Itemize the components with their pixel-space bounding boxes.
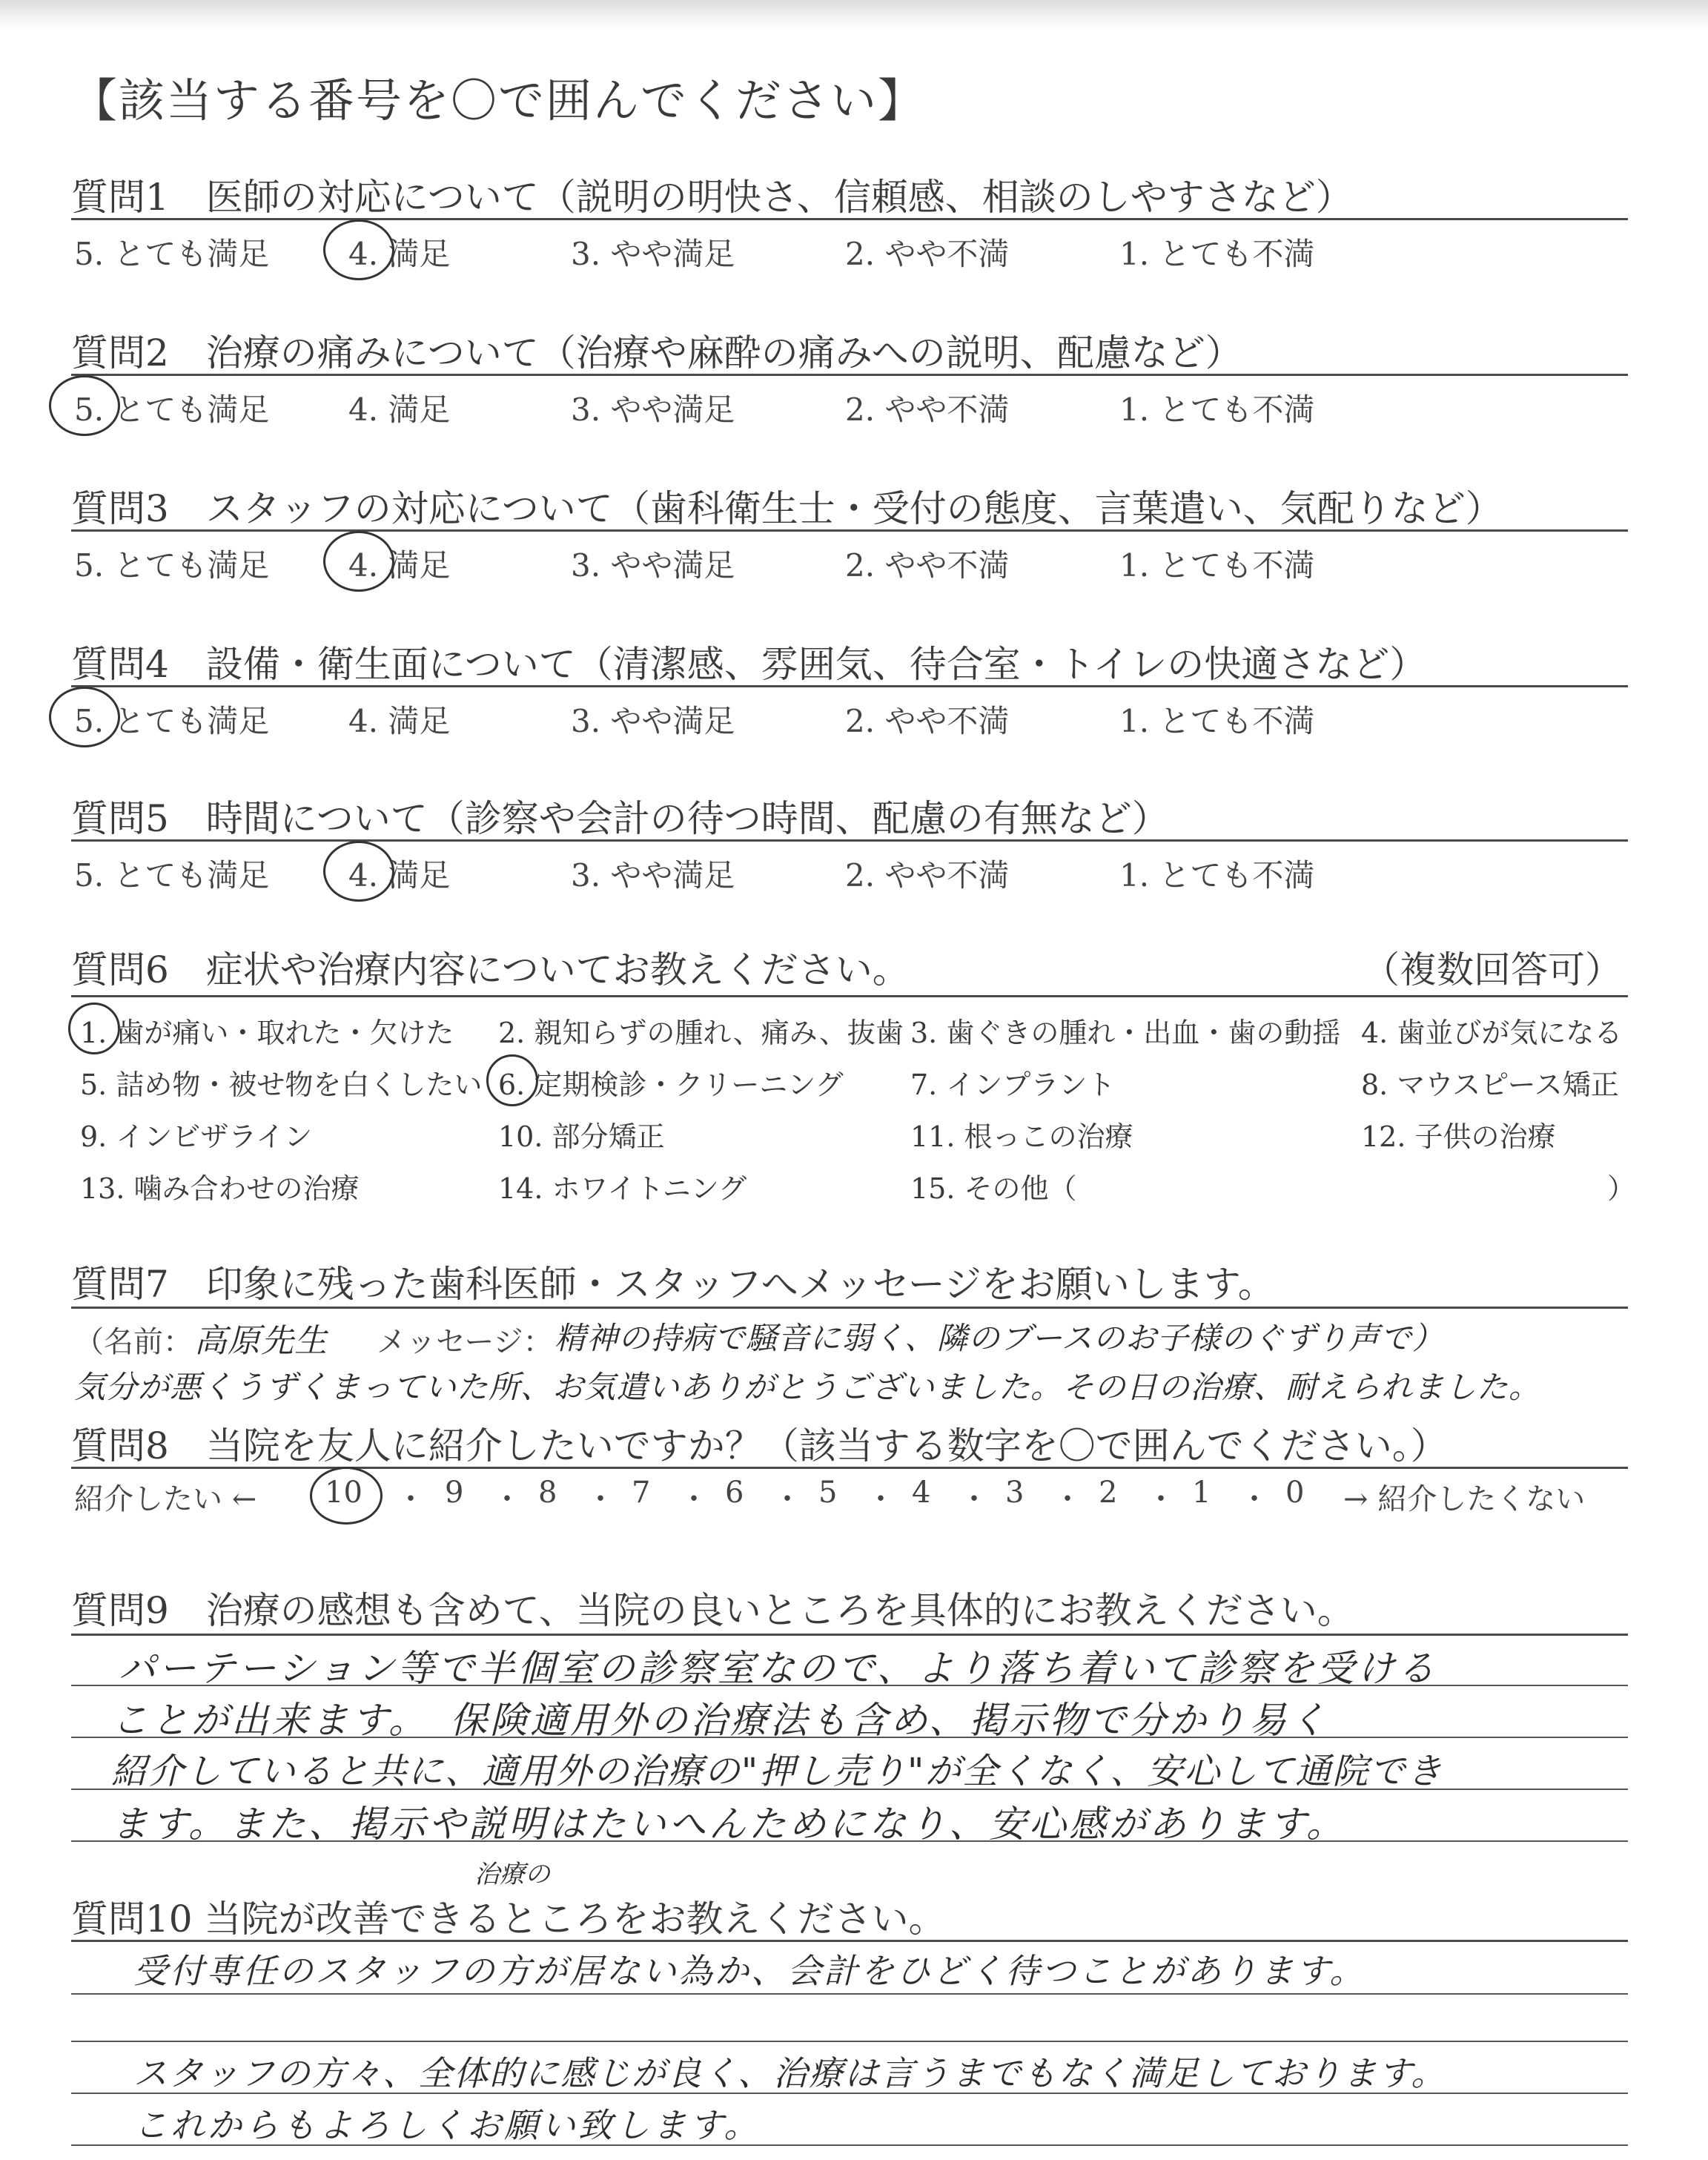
q8-separator-dot: ・ — [772, 1482, 802, 1516]
q8-separator-dot: ・ — [1053, 1482, 1082, 1516]
q4-title: 質問4 設備・衛生面について（清潔感、雰囲気、待合室・トイレの快適さなど） — [71, 643, 1427, 686]
q8-separator-dot: ・ — [959, 1482, 989, 1516]
q7-message-line2: 気分が悪くうずくまっていた所、お気遣いありがとうございました。その日の治療、耐えられました。 — [74, 1369, 1541, 1405]
q6-item-16: ） — [1607, 1172, 1636, 1205]
q10-rule-0 — [71, 1940, 1628, 1942]
q8-separator-dot: ・ — [586, 1482, 615, 1516]
scan-top-shadow — [0, 0, 1708, 30]
q8-scale-2[interactable]: 2 — [1099, 1476, 1118, 1510]
q9-rule-1 — [71, 1685, 1628, 1686]
q5-option-4[interactable]: 4. 満足 — [348, 857, 451, 894]
q4-option-5[interactable]: 5. とても満足 — [74, 703, 270, 739]
q2-title: 質問2 治療の痛みについて（治療や麻酔の痛みへの説明、配慮など） — [71, 331, 1242, 374]
q6-item-8[interactable]: 8. マウスピース矯正 — [1361, 1069, 1619, 1101]
q6-item-9[interactable]: 9. インビザライン — [80, 1120, 313, 1153]
q1-option-1[interactable]: 1. とても不満 — [1119, 236, 1315, 272]
q7-title: 質問7 印象に残った歯科医師・スタッフへメッセージをお願いします。 — [71, 1263, 1275, 1306]
q9-line-4: ます。また、掲示や説明はたいへんためになり、安心感があります。 — [111, 1803, 1346, 1846]
q5-option-5[interactable]: 5. とても満足 — [74, 857, 270, 894]
q3-option-1[interactable]: 1. とても不満 — [1119, 547, 1315, 584]
q8-scale-7[interactable]: 7 — [632, 1476, 651, 1510]
q6-item-5[interactable]: 5. 詰め物・被せ物を白くしたい — [80, 1069, 483, 1101]
q10-rule-4 — [71, 2144, 1628, 2146]
q8-separator-dot: ・ — [396, 1482, 426, 1516]
q2-option-4[interactable]: 4. 満足 — [348, 392, 451, 428]
q5-selected-circle — [323, 841, 394, 902]
q3-option-5[interactable]: 5. とても満足 — [74, 547, 270, 584]
q8-scale-0[interactable]: 0 — [1285, 1476, 1305, 1510]
q10-line-3: これからもよろしくお願い致します。 — [133, 2105, 761, 2145]
q2-option-2[interactable]: 2. やや不満 — [845, 392, 1010, 428]
q4-option-4[interactable]: 4. 満足 — [348, 703, 451, 739]
q8-scale-6[interactable]: 6 — [725, 1476, 744, 1510]
q1-option-5[interactable]: 5. とても満足 — [74, 236, 270, 272]
q5-option-1[interactable]: 1. とても不満 — [1119, 857, 1315, 894]
q7-message-label: メッセージ： — [377, 1325, 553, 1359]
q5-title: 質問5 時間について（診察や会計の待つ時間、配慮の有無など） — [71, 797, 1169, 840]
q6-selected-circle-1 — [68, 1003, 120, 1054]
q10-rule-3 — [71, 2093, 1628, 2094]
q10-line-1: 受付専任のスタッフの方が居ない為か、会計をひどく待つことがあります。 — [133, 1951, 1366, 1991]
q2-selected-circle — [49, 375, 120, 436]
q1-option-2[interactable]: 2. やや不満 — [845, 236, 1010, 272]
q6-item-1[interactable]: 1. 歯が痛い・取れた・欠けた — [80, 1017, 454, 1049]
q6-selected-circle-6 — [486, 1054, 538, 1106]
q2-option-3[interactable]: 3. やや満足 — [571, 392, 735, 428]
q6-item-15[interactable]: 15. その他（ — [910, 1172, 1077, 1205]
q9-insert-note: 治療の — [474, 1860, 550, 1889]
q7-message-line1: 精神の持病で騒音に弱く、隣のブースのお子様のぐずり声で） — [555, 1320, 1444, 1356]
q7-name-value: 高原先生 — [194, 1322, 328, 1360]
q1-option-4[interactable]: 4. 満足 — [348, 236, 451, 272]
q6-rule — [71, 995, 1628, 997]
q8-scale-9[interactable]: 9 — [445, 1476, 464, 1510]
q9-rule-2 — [71, 1737, 1628, 1738]
q6-item-10[interactable]: 10. 部分矯正 — [498, 1120, 665, 1153]
q8-scale-3[interactable]: 3 — [1005, 1476, 1025, 1510]
q1-title: 質問1 医師の対応について（説明の明快さ、信頼感、相談のしやすさなど） — [71, 176, 1353, 219]
q9-rule-4 — [71, 1840, 1628, 1842]
q5-option-2[interactable]: 2. やや不満 — [845, 857, 1010, 894]
q9-rule-0 — [71, 1634, 1628, 1636]
q6-item-6[interactable]: 6. 定期検診・クリーニング — [498, 1069, 844, 1101]
q6-item-2[interactable]: 2. 親知らずの腫れ、痛み、抜歯 — [498, 1017, 904, 1049]
q8-left-label: 紹介したい ← — [74, 1482, 257, 1516]
q2-rule — [71, 374, 1628, 376]
q3-rule — [71, 529, 1628, 532]
q3-option-4[interactable]: 4. 満足 — [348, 547, 451, 584]
q3-selected-circle — [323, 531, 394, 592]
q1-option-3[interactable]: 3. やや満足 — [571, 236, 735, 272]
q4-rule — [71, 685, 1628, 687]
q8-title: 質問8 当院を友人に紹介したいですか？（該当する数字を〇で囲んでください。） — [71, 1424, 1448, 1467]
q10-rule-1 — [71, 1993, 1628, 1995]
q10-rule-2 — [71, 2041, 1628, 2042]
q8-separator-dot: ・ — [679, 1482, 709, 1516]
q8-scale-4[interactable]: 4 — [912, 1476, 931, 1510]
q2-option-1[interactable]: 1. とても不満 — [1119, 392, 1315, 428]
q6-item-13[interactable]: 13. 噛み合わせの治療 — [80, 1172, 360, 1205]
q7-rule — [71, 1307, 1628, 1309]
q9-line-1: パーテーション等で半個室の診察室なので、より落ち着いて診察を受ける — [119, 1647, 1437, 1690]
q8-separator-dot: ・ — [1239, 1482, 1269, 1516]
q6-item-3[interactable]: 3. 歯ぐきの腫れ・出血・歯の動揺 — [910, 1017, 1341, 1049]
q1-selected-circle — [323, 219, 394, 280]
instruction-heading: 【該当する番号を〇で囲んでください】 — [71, 73, 926, 128]
q9-line-3: 紹介していると共に、適用外の治療の"押し売り"が全くなく、安心して通院でき — [111, 1751, 1444, 1792]
q10-line-2: スタッフの方々、全体的に感じが良く、治療は言うまでもなく満足しております。 — [133, 2053, 1447, 2093]
q9-line-2: ことが出来ます。 保険適用外の治療法も含め、掲示物で分かり易く — [111, 1699, 1329, 1742]
q9-title: 質問9 治療の感想も含めて、当院の良いところを具体的にお教えください。 — [71, 1589, 1354, 1632]
q6-item-12[interactable]: 12. 子供の治療 — [1361, 1120, 1556, 1153]
q9-rule-3 — [71, 1789, 1628, 1790]
q3-option-3[interactable]: 3. やや満足 — [571, 547, 735, 584]
q8-separator-dot: ・ — [1146, 1482, 1176, 1516]
q6-item-7[interactable]: 7. インプラント — [910, 1069, 1116, 1101]
q7-name-label: （名前： — [74, 1325, 193, 1359]
q4-option-1[interactable]: 1. とても不満 — [1119, 703, 1315, 739]
q3-title: 質問3 スタッフの対応について（歯科衛生士・受付の態度、言葉遣い、気配りなど） — [71, 487, 1503, 530]
q8-scale-10[interactable]: 10 — [325, 1476, 363, 1510]
q6-item-14[interactable]: 14. ホワイトニング — [498, 1172, 747, 1205]
q8-scale-5[interactable]: 5 — [818, 1476, 838, 1510]
q8-rule — [71, 1467, 1628, 1469]
q4-option-2[interactable]: 2. やや不満 — [845, 703, 1010, 739]
q5-option-3[interactable]: 3. やや満足 — [571, 857, 735, 894]
q8-scale-8[interactable]: 8 — [538, 1476, 557, 1510]
q6-item-11[interactable]: 11. 根っこの治療 — [910, 1120, 1133, 1153]
q6-title: 質問6 症状や治療内容についてお教えください。 — [71, 948, 910, 991]
q6-item-4[interactable]: 4. 歯並びが気になる — [1361, 1017, 1623, 1049]
q8-separator-dot: ・ — [492, 1482, 522, 1516]
q4-selected-circle — [49, 687, 120, 747]
q5-rule — [71, 839, 1628, 842]
q8-right-label: → 紹介したくない — [1343, 1482, 1586, 1516]
q1-rule — [71, 218, 1628, 220]
q4-option-3[interactable]: 3. やや満足 — [571, 703, 735, 739]
q2-option-5[interactable]: 5. とても満足 — [74, 392, 270, 428]
q3-option-2[interactable]: 2. やや不満 — [845, 547, 1010, 584]
q10-title: 質問10 当院が改善できるところをお教えください。 — [71, 1898, 946, 1941]
q8-separator-dot: ・ — [866, 1482, 896, 1516]
q8-scale-1[interactable]: 1 — [1192, 1476, 1211, 1510]
q8-selected-circle — [310, 1467, 383, 1525]
q6-note: （複数回答可） — [1363, 948, 1622, 991]
